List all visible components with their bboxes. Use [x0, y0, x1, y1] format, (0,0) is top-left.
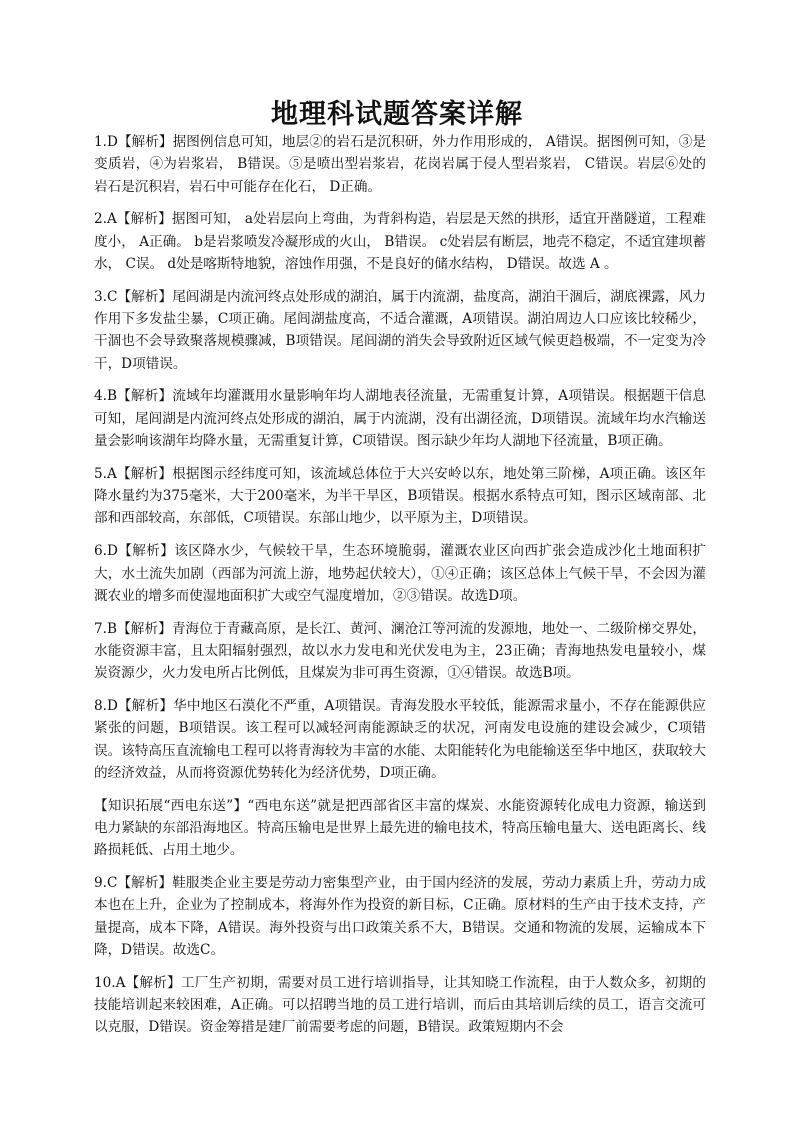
- answer-paragraph-10: 10.A【解析】工厂生产初期，需要对员工进行培训指导，让其知晓工作流程，由于人数众多，初期的技能培训起来较困难，A正确。可以招聘当地的员工进行培训，而后由其培训后续的员工，语言交流可以克服，D错误。资金筹措是建厂前需要考虑的问题，B错误。政策短期内不会: [94, 974, 706, 1036]
- answer-paragraph-4: 4.B【解析】流域年均灌溉用水量影响年均人湖地表径流量，无需重复计算，A项错误。根据题干信息可知，尾闾湖是内流河终点处形成的湖泊，属于内流湖，没有出湖径流，D项错误。流域年均水汽输送量会影响该湖年均降水量，无需重复计算，C项错误。图示缺少年均人湖地下径流量，B项正确。: [94, 388, 706, 450]
- answer-paragraph-5: 5.A【解析】根据图示经纬度可知，该流域总体位于大兴安岭以东，地处第三阶梯，A项正确。该区年降水量约为375毫米，大于200毫米，为半干旱区，B项错误。根据水系特点可知，图示区域南部、北部和西部较高，东部低，C项错误。东部山地少，以平原为主，D项错误。: [94, 465, 706, 527]
- knowledge-extension-note: 【知识拓展“西电东送”】“西电东送”就是把西部省区丰富的煤炭、水能资源转化成电力资源，输送到电力紧缺的东部沿海地区。特高压输电是世界上最先进的输电技术，特高压输电量大、送电距离长、线路损耗低、占用土地少。: [94, 797, 706, 859]
- answer-paragraph-9: 9.C【解析】鞋服类企业主要是劳动力密集型产业，由于国内经济的发展，劳动力素质上升，劳动力成本也在上升，企业为了控制成本，将海外作为投资的新目标，C正确。原材料的生产由于技术支持，产量提高，成本下降，A错误。海外投资与出口政策关系不大，B错误。交通和物流的发展，运输成本下降，D错误。故选C。: [94, 875, 706, 958]
- answer-paragraph-1: 1.D【解析】据图例信息可知，地层②的岩石是沉积研，外力作用形成的， A错误。据图例可知，③是变质岩，④为岩浆岩， B错误。⑤是喷出型岩浆岩，花岗岩属于侵人型岩浆岩， C错误。岩层⑥处的岩石是沉积岩，岩石中可能存在化石， D正确。: [94, 134, 706, 195]
- page-title: 地理科试题答案详解: [271, 99, 523, 130]
- answer-paragraph-3: 3.C【解析】尾闾湖是内流河终点处形成的湖泊，属于内流湖，盐度高，湖泊干涸后，湖底裸露，风力作用下多发盐尘暴，C项正确。尾闾湖盐度高，不适合灌溉，A项错误。湖泊周边人口应该比较稀少，干涸也不会导致聚落规模骤减，B项错误。尾闾湖的消失会导致附近区域气候更趋极端，不一定变为冷干，D项错误。: [94, 288, 706, 372]
- answer-paragraph-8: 8.D【解析】华中地区石漠化不严重，A项错误。青海发股水平较低，能源需求量小，不存在能源供应紧张的问题，B项错误。该工程可以减轻河南能源缺乏的状况，河南发电设施的建设会减少，C项错误。该特高压直流输电工程可以将青海较为丰富的水能、太阳能转化为电能输送至华中地区，获取较大的经济效益，从而将资源优势转化为经济优势，D项正确。: [94, 698, 706, 781]
- answer-explanations: [94, 131, 706, 1039]
- answer-paragraph-7: 7.B【解析】青海位于青藏高原，是长江、黄河、澜沧江等河流的发源地，地处一、二级阶梯交界处，水能资源丰富，且太阳辐射强烈，故以水力发电和光伏发电为主，23正确；青海地热发电量较小，煤炭资源少，火力发电所占比例低，且煤炭为非可再生资源，①④错误。故选B项。: [94, 620, 706, 682]
- answer-paragraph-6: 6.D【解析】该区降水少，气候较干旱，生态环境脆弱，灌溉农业区向西扩张会造成沙化土地面积扩大，水土流失加剧（西部为河流上游，地势起伏较大），①④正确；该区总体上气候干旱，不会因为灌溉农业的增多而使湿地面积扩大或空气湿度增加，②③错误。故选D项。: [94, 543, 706, 604]
- answer-paragraph-2: 2.A【解析】据图可知， a处岩层向上弯曲，为背斜构造，岩层是天然的拱形，适宜开凿隧道，工程难度小， A正确。 b是岩浆喷发冷凝形成的火山， B错误。 c处岩层有断层，地壳不稳定，不适宜建坝蓄水， C误。 d处是喀斯特地貌，溶蚀作用强，不是良好的储水结构， D错误。故选 A 。: [94, 211, 706, 272]
